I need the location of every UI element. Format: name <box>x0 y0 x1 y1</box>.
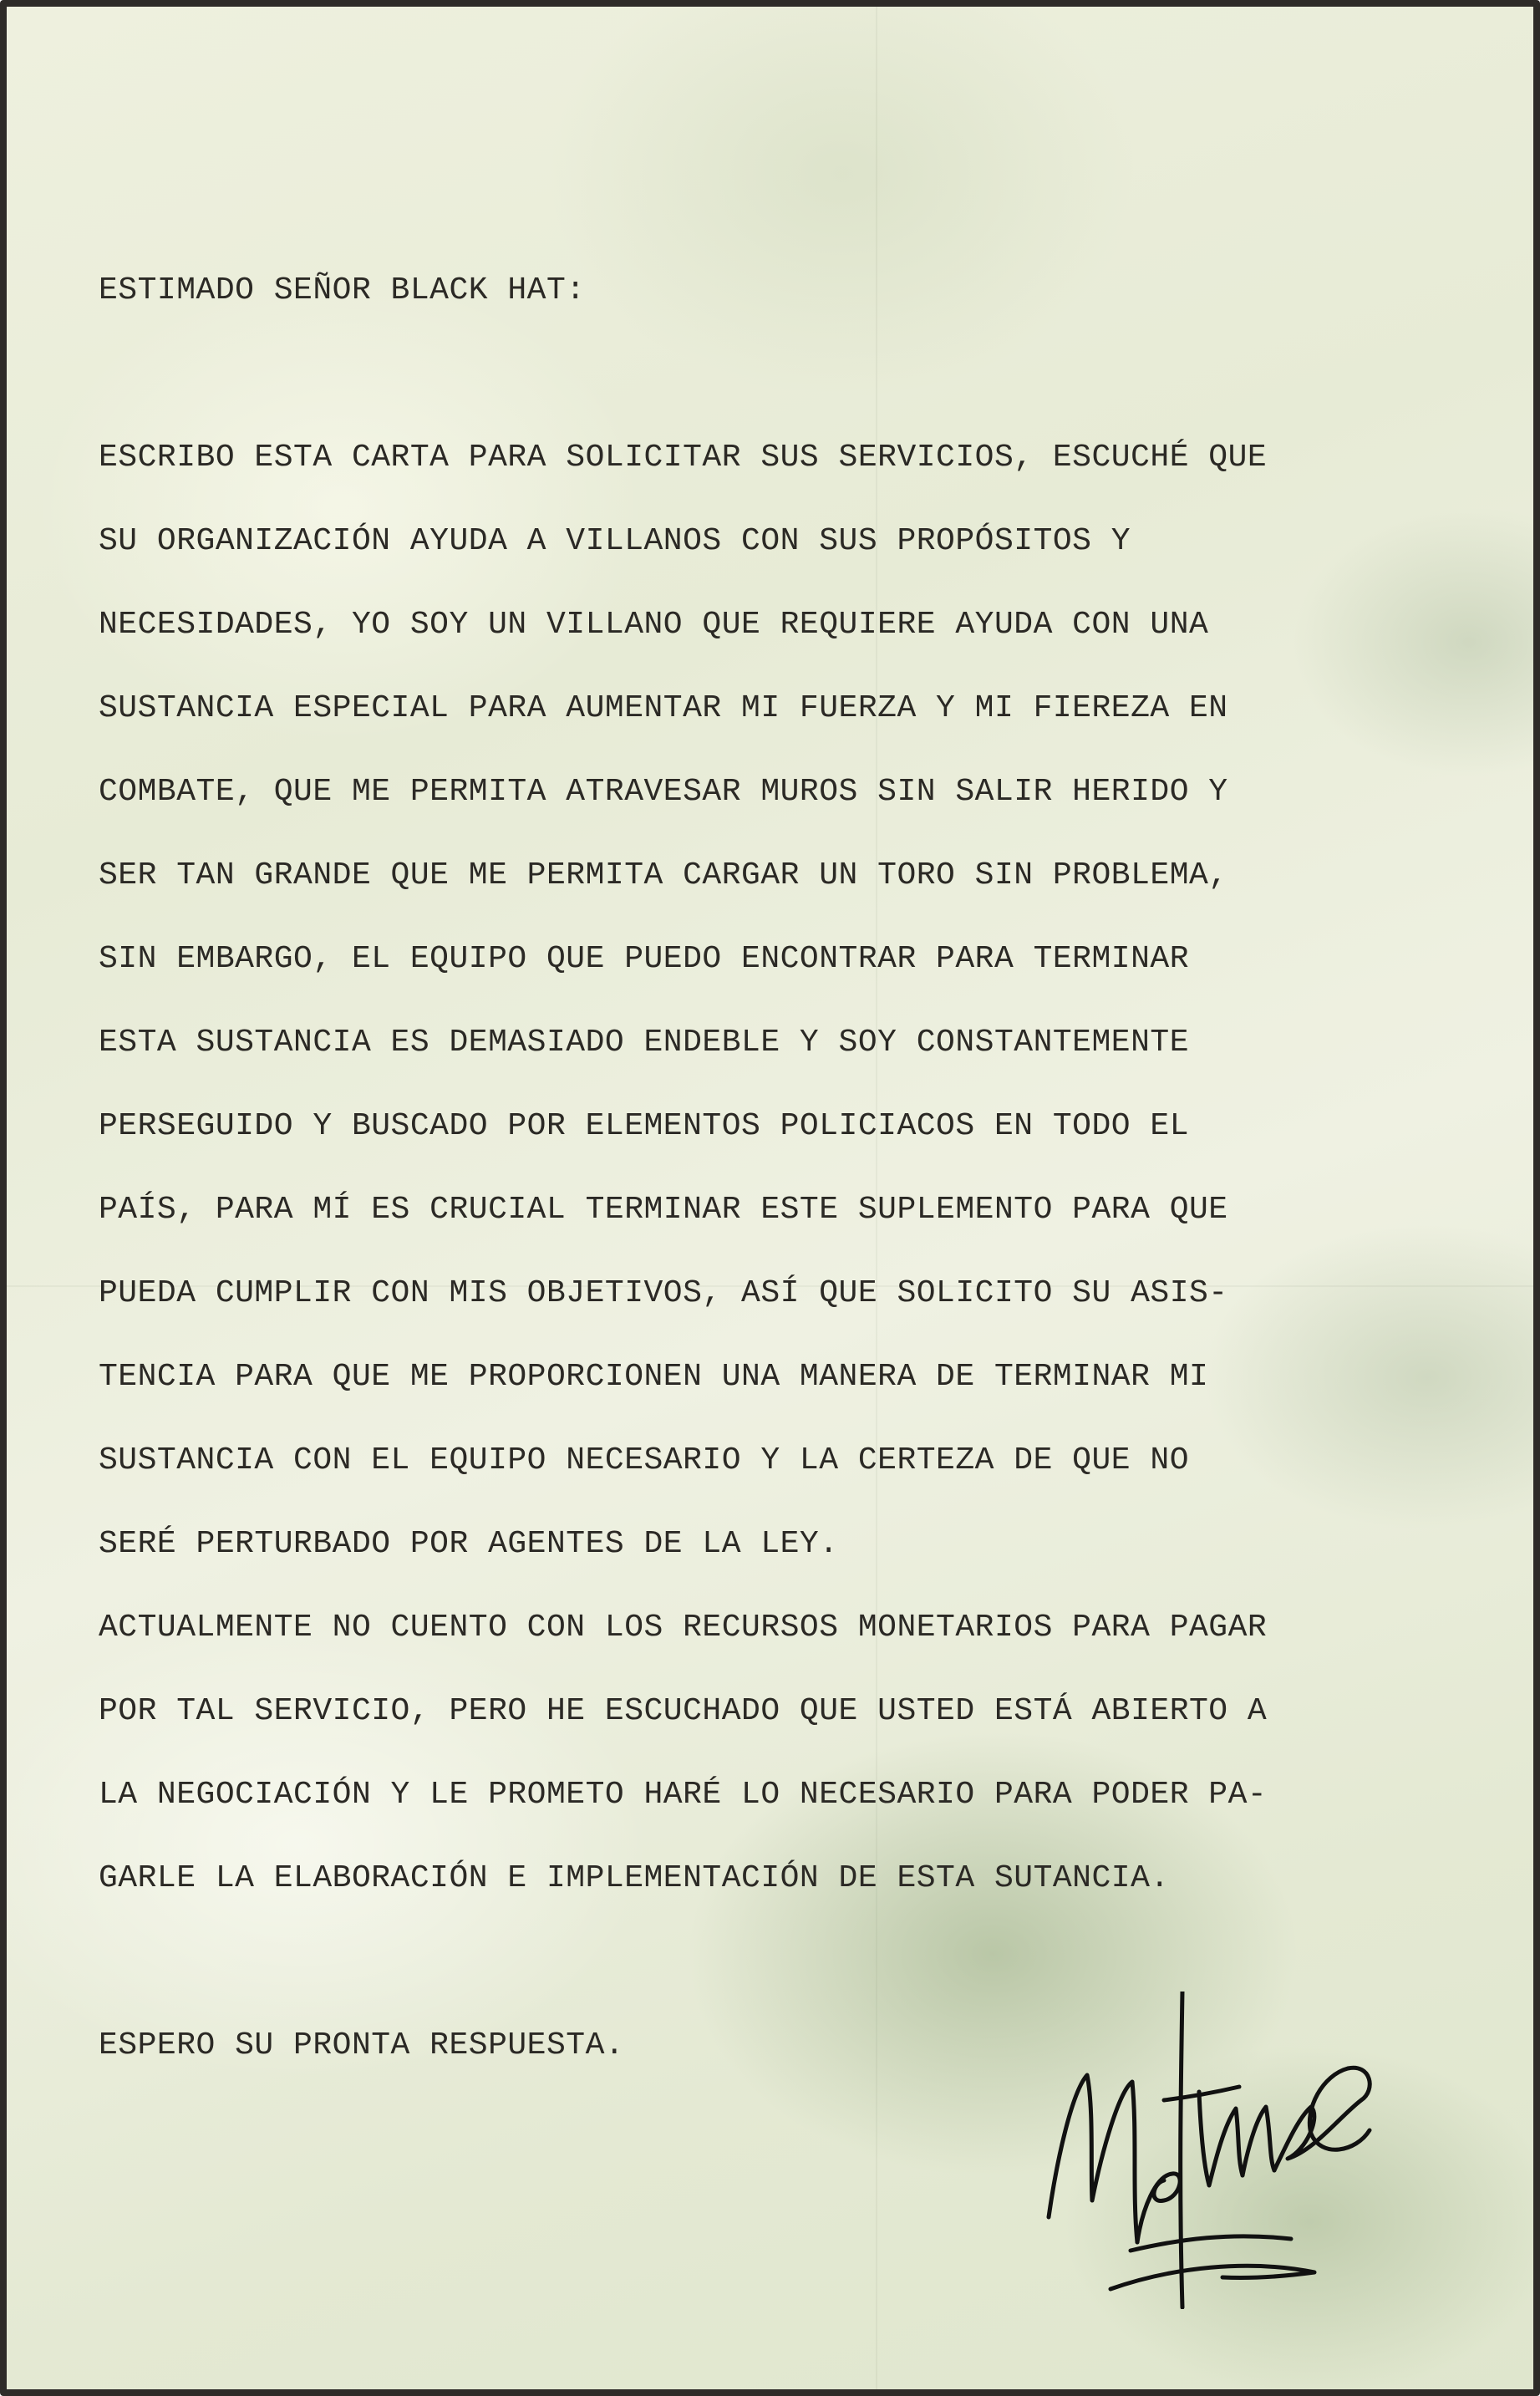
letter-body-line: NECESIDADES, YO SOY UN VILLANO QUE REQUIERE AYUDA CON UNA <box>99 607 1209 643</box>
letter-body-line: ESTA SUSTANCIA ES DEMASIADO ENDEBLE Y SOY CONSTANTEMENTE <box>99 1025 1190 1061</box>
letter-body-line: PERSEGUIDO Y BUSCADO POR ELEMENTOS POLICIACOS EN TODO EL <box>99 1108 1190 1144</box>
letter-closing: ESPERO SU PRONTA RESPUESTA. <box>99 2027 625 2063</box>
letter-body-line: GARLE LA ELABORACIÓN E IMPLEMENTACIÓN DE ESTA SUTANCIA. <box>99 1860 1170 1896</box>
letter-body-line: SUSTANCIA CON EL EQUIPO NECESARIO Y LA CERTEZA DE QUE NO <box>99 1442 1190 1478</box>
letter-body-line: SUSTANCIA ESPECIAL PARA AUMENTAR MI FUERZA Y MI FIEREZA EN <box>99 690 1228 726</box>
letter-text <box>99 249 1469 2088</box>
letter-body-line: SER TAN GRANDE QUE ME PERMITA CARGAR UN TORO SIN PROBLEMA, <box>99 857 1228 893</box>
letter-body-line: PUEDA CUMPLIR CON MIS OBJETIVOS, ASÍ QUE SOLICITO SU ASIS- <box>99 1275 1228 1311</box>
letter-body-line: TENCIA PARA QUE ME PROPORCIONEN UNA MANERA DE TERMINAR MI <box>99 1359 1209 1395</box>
letter-body-line: COMBATE, QUE ME PERMITA ATRAVESAR MUROS SIN SALIR HERIDO Y <box>99 774 1228 810</box>
letter-body-line: POR TAL SERVICIO, PERO HE ESCUCHADO QUE USTED ESTÁ ABIERTO A <box>99 1693 1268 1729</box>
handwritten-signature-icon <box>1039 1992 1373 2309</box>
letter-body-line: LA NEGOCIACIÓN Y LE PROMETO HARÉ LO NECESARIO PARA PODER PA- <box>99 1777 1268 1813</box>
letter-body-line: SERÉ PERTURBADO POR AGENTES DE LA LEY. <box>99 1526 839 1562</box>
paragraph-gap <box>99 333 1469 416</box>
letter-body-line: ACTUALMENTE NO CUENTO CON LOS RECURSOS MONETARIOS PARA PAGAR <box>99 1610 1268 1646</box>
letter-body-line: SIN EMBARGO, EL EQUIPO QUE PUEDO ENCONTRAR PARA TERMINAR <box>99 941 1190 977</box>
letter-body-line: SU ORGANIZACIÓN AYUDA A VILLANOS CON SUS PROPÓSITOS Y <box>99 523 1131 559</box>
letter-body <box>99 416 1469 1920</box>
letter-greeting: ESTIMADO SEÑOR BLACK HAT: <box>99 272 586 308</box>
letter-body-line: ESCRIBO ESTA CARTA PARA SOLICITAR SUS SERVICIOS, ESCUCHÉ QUE <box>99 440 1268 476</box>
letter-body-line: PAÍS, PARA MÍ ES CRUCIAL TERMINAR ESTE SUPLEMENTO PARA QUE <box>99 1192 1228 1228</box>
